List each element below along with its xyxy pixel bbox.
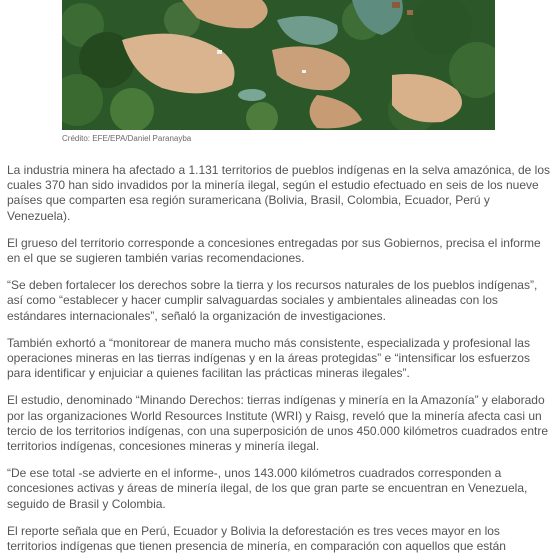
article-paragraph: “De ese total -se advierte en el informe-, unos 143.000 kilómetros cuadrados corresponden a concesiones activas y áreas de minería ilegal, de los que gran parte se encuentran en Venezuela, seguido de Brasil y Colombia. <box>7 466 528 511</box>
article-paragraph: La industria minera ha afectado a 1.131 territorios de pueblos indígenas en la selva amazónica, de los cuales 370 han sido invadidos por la minería ilegal, según el estudio efectuado en seis de los nueve países que comparten esa región suramericana (Bolivia, Brasil, Colombia, Ecuador, Perú y Venezuela). <box>7 163 551 223</box>
article-paragraph: “Se deben fortalecer los derechos sobre la tierra y los recursos naturales de los pueblos indígenas”, así como “establecer y hacer cumplir salvaguardas sociales y ambientales alineadas con los estándares internacionales”, señaló la organización de investigaciones. <box>7 278 538 323</box>
article-paragraph: El reporte señala que en Perú, Ecuador y Bolivia la deforestación es tres veces mayor en los territorios indígenas que tienen presencia de minería, en comparación con aquellos que están <box>7 523 506 554</box>
article-paragraph: También exhortó a “monitorear de manera mucho más consistente, especializada y profesional las operaciones mineras en las tierras indígenas y en la áreas protegidas” e “intensificar los esfuerzos para identificar y enjuiciar a quienes facilitan las prácticas mineras ilegales”. <box>7 335 530 381</box>
article-paragraph: El grueso del territorio corresponde a concesiones entregadas por sus Gobiernos, precisa el informe en el que se sugieren también varias recomendaciones. <box>7 235 541 266</box>
photo-credit-caption: Crédito: EFE/EPA/Daniel Paranayba <box>62 134 192 143</box>
article-body <box>7 163 553 560</box>
mining-aerial-photo <box>62 0 495 130</box>
aerial-photo-illustration <box>62 0 495 130</box>
article-paragraph: El estudio, denominado “Minando Derechos: tierras indígenas y minería en la Amazonía” y elaborado por las organizaciones World Resources Institute (WRI) y Raisg, reveló que la minería afecta casi un tercio de los territorios indígenas, con una superposición de unos 450.000 kilómetros cuadrados entre territorios indígenas, concesiones mineras y minería ilegal. <box>7 393 548 454</box>
